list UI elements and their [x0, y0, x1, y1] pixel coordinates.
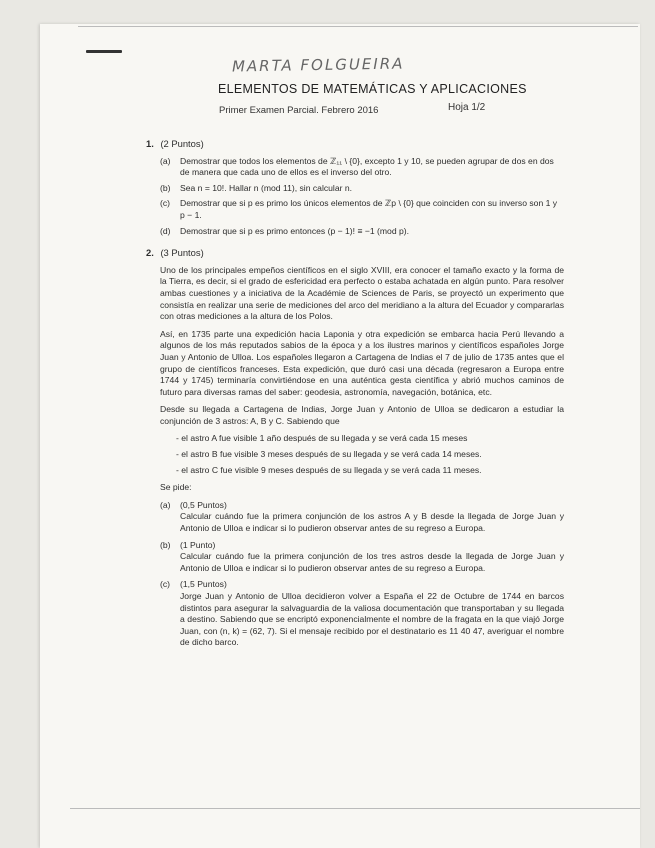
- part-text: Calcular cuándo fue la primera conjunción de los tres astros desde la llegada de Jorge Juan y Antonio de Ulloa e indicar si lo pudieron observar antes de su regreso a Europa.: [180, 551, 564, 573]
- question-points: (2 Puntos): [160, 138, 204, 149]
- q2-paragraph-3: Desde su llegada a Cartagena de Indias, Jorge Juan y Antonio de Ulloa se dedicaron a estudiar la conjunción de 3 astros: A, B y C. Sabiendo que: [160, 404, 564, 426]
- question-2-heading: [146, 247, 564, 259]
- q2-part-c: [160, 579, 564, 649]
- part-points: (1 Punto): [180, 539, 216, 550]
- item-label: (a): [160, 155, 171, 166]
- part-label: (b): [160, 539, 171, 550]
- item-label: (b): [160, 182, 171, 193]
- exam-title: ELEMENTOS DE MATEMÁTICAS Y APLICACIONES: [218, 82, 527, 96]
- item-text: Demostrar que si p es primo entonces (p − 1)! ≡ −1 (mod p).: [180, 225, 410, 236]
- list-item: - el astro B fue visible 3 meses después de su llegada y se verá cada 14 meses.: [176, 449, 564, 461]
- exam-content: [146, 138, 564, 654]
- q1-item-c: [160, 198, 564, 221]
- q2-paragraph-2: Así, en 1735 parte una expedición hacia Laponia y otra expedición se embarca hacia Perú llevando a algunos de los más reputados sabios de la época y a los ilustres marinos y científicos españoles Jorge Juan y Antonio de Ulloa. Los españoles llegaron a Cartagena de Indias el 7 de julio de 1735 antes que el grupo de científicos franceses. Esta expedición, que duró casi una década (regresaron a Europa entre 1744 y 1745) terminaría convirtiéndose en una auténtica gesta científica y abrió muchos caminos de futuro para diversas ramas del saber: geodesia, astronomía, navegación, botánica, etc.: [160, 328, 564, 397]
- sheet-number: Hoja 1/2: [448, 102, 486, 113]
- handwritten-name: MARTA FOLGUEIRA: [231, 54, 405, 76]
- item-label: (c): [160, 198, 171, 209]
- list-item: - el astro C fue visible 9 meses después de su llegada y se verá cada 11 meses.: [176, 465, 564, 477]
- top-edge-line: [78, 26, 638, 27]
- part-points: (0,5 Puntos): [180, 499, 227, 510]
- astro-list: [176, 433, 564, 476]
- item-label: (d): [160, 225, 171, 236]
- question-1-heading: [146, 138, 564, 150]
- q1-item-b: [160, 183, 564, 195]
- question-1: [146, 138, 564, 237]
- margin-mark: [86, 50, 122, 53]
- part-text: Jorge Juan y Antonio de Ulloa decidieron volver a España el 22 de Octubre de 1744 en barcos distintos para asegurar la salvaguardia de la valiosa documentación que transportaban y su llegada a destino. Sabiendo que se encriptó exponencialmente el nombre de la fragata en la que viajó Jorge Juan, con (n, k) = (62, 7). Si el mensaje recibido por el destinatario es 11 40 47, averiguar el nombre de dicho barco.: [180, 591, 564, 648]
- list-item: - el astro A fue visible 1 año después de su llegada y se verá cada 15 meses: [176, 433, 564, 445]
- part-points: (1,5 Puntos): [180, 579, 227, 590]
- se-pide-label: Se pide:: [160, 482, 192, 493]
- exam-subtitle: Primer Examen Parcial. Febrero 2016: [219, 105, 379, 116]
- part-text: Calcular cuándo fue la primera conjunción de los astros A y B desde la llegada de Jorge Juan y Antonio de Ulloa e indicar si lo pudieron observar antes de su regreso a Europa.: [180, 511, 564, 534]
- question-number: 2.: [146, 247, 154, 259]
- item-text: Demostrar que todos los elementos de ℤ₁₁ \ {0}, excepto 1 y 10, se pueden agrupar de dos en dos de manera que cada uno de ellos es el inverso del otro.: [180, 155, 554, 178]
- bottom-edge-line: [70, 808, 640, 809]
- q1-item-d: [160, 226, 564, 238]
- part-label: (a): [160, 499, 171, 510]
- part-label: (c): [160, 579, 171, 590]
- question-number: 1.: [146, 138, 154, 149]
- q2-paragraph-1: Uno de los principales empeños científicos en el siglo XVIII, era conocer el tamaño exacto y la forma de la Tierra, es decir, si el grado de esfericidad era perfecto o estaba achatada en algún punto. Para resolver ambas cuestiones y a iniciativa de la Académie de Sciences de Paris, se proyectó un experimento que consistía en realizar una serie de mediciones del arco del meridiano a la altura del Ecuador y compararlas con otras mediciones a la altura de los Polos.: [160, 264, 564, 322]
- q2-part-a: [160, 500, 564, 535]
- question-points: (3 Puntos): [160, 247, 204, 259]
- q1-item-a: [160, 156, 564, 179]
- item-text: Sea n = 10!. Hallar n (mod 11), sin calcular n.: [180, 182, 353, 193]
- q2-parts: [160, 500, 564, 649]
- item-text: Demostrar que si p es primo los únicos elementos de ℤp \ {0} que coinciden con su inverso son 1 y p − 1.: [180, 198, 558, 220]
- q2-part-b: [160, 540, 564, 575]
- question-2: [146, 247, 564, 649]
